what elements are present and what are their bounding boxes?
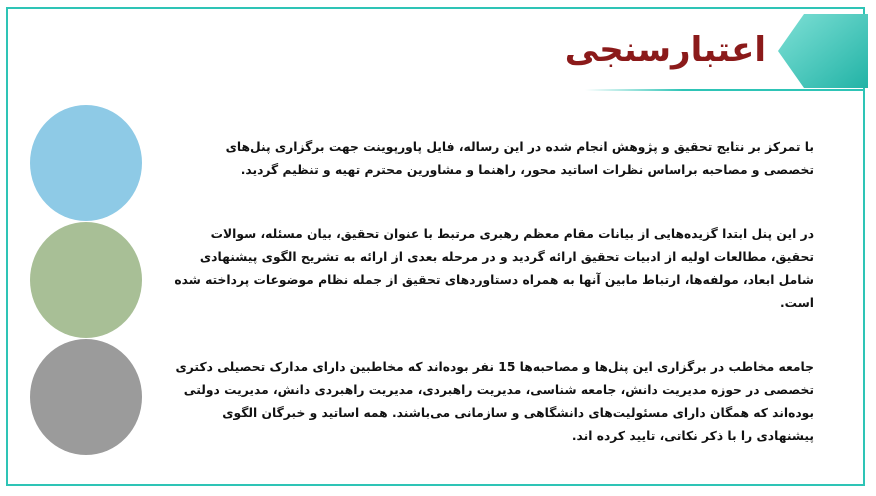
slide-title: اعتبارسنجی	[564, 30, 766, 70]
body-content	[172, 136, 814, 448]
paragraph-2: در این پنل ابتدا گزیده‌هایی از بیانات مقام معظم رهبری مرتبط با عنوان تحقیق، بیان مسئله، سوالات تحقیق، مطالعات اولیه از ادبیات تحقیق ارائه گردید و در مرحله بعدی از ارائه به تشریح الگوی پیشنهادی شامل ابعاد، مولفه‌ها، ارتباط مابین آنها به همراه دستاوردهای تحقیق از جمله نظام موضوعات پرداخته شده است.	[174, 227, 814, 310]
decorative-green-circle	[30, 222, 142, 338]
paragraph-3: جامعه مخاطب در برگزاری این پنل‌ها و مصاحبه‌ها 15 نفر بوده‌اند که مخاطبین دارای مدارک تحصیلی دکتری تخصصی در حوزه مدیریت دانش، جامعه شناسی، مدیریت راهبردی، مدیریت راهبردی دانش، مدیریت دولتی بوده‌اند که همگان دارای مسئولیت‌های دانشگاهی و سازمانی می‌باشند. همه اساتید و خبرگان الگوی پیشنهادی را با ذکر نکاتی، تایید کرده اند.	[175, 360, 814, 443]
title-underline	[585, 89, 865, 91]
decorative-blue-circle	[30, 105, 142, 221]
title-banner-arrow-icon	[778, 14, 868, 88]
decorative-gray-circle	[30, 339, 142, 455]
paragraph-1: با تمرکز بر نتایج تحقیق و پژوهش انجام شده در این رساله، فایل پاورپوینت جهت برگزاری پنل‌های تخصصی و مصاحبه براساس نظرات اساتید محور، راهنما و مشاورین محترم تهیه و تنظیم گردید.	[225, 140, 814, 177]
